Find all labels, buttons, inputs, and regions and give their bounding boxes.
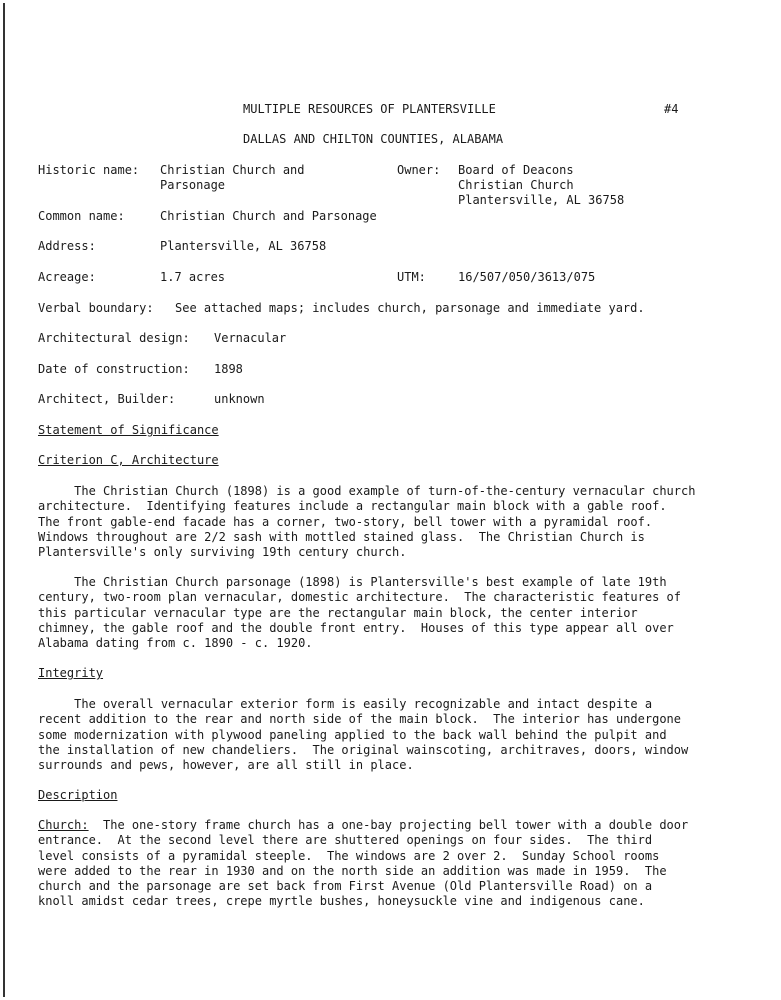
owner-line1: Board of Deacons [458, 163, 574, 177]
verbal-boundary-value: See attached maps; includes church, parsonage and immediate yard. [175, 301, 645, 315]
acreage-label: Acreage: [38, 270, 96, 284]
utm-value: 16/507/050/3613/075 [458, 270, 596, 284]
paragraph-line: century, two-room plan vernacular, domestic architecture. The characteristic features of [38, 590, 681, 605]
paragraph-line: Plantersville's only surviving 19th century church. [38, 545, 407, 560]
document-title: MULTIPLE RESOURCES OF PLANTERSVILLE [243, 102, 496, 116]
document-subtitle: DALLAS AND CHILTON COUNTIES, ALABAMA [243, 132, 504, 146]
historic-name-value-line2: Parsonage [160, 178, 226, 192]
paragraph-line: were added to the rear in 1930 and on the north side an addition was made in 1959. The [38, 863, 667, 878]
address-label: Address: [38, 239, 96, 253]
paragraph-line [38, 818, 738, 833]
paragraph-line: surrounds and pews, however, are all still in place. [38, 758, 414, 773]
scan-border [3, 3, 5, 997]
paragraph-line: The Christian Church (1898) is a good example of turn-of-the-century vernacular church [38, 484, 696, 498]
paragraph-line: level consists of a pyramidal steeple. The windows are 2 over 2. Sunday School rooms [38, 848, 660, 863]
significance-heading: Statement of Significance [38, 423, 219, 437]
historic-name-value-line1: Christian Church and [160, 163, 305, 177]
description-paragraph [38, 818, 738, 910]
paragraph-line: chimney, the gable roof and the double front entry. Houses of this type appear all over [38, 620, 674, 635]
criterion-heading: Criterion C, Architecture [38, 453, 219, 467]
arch-design-label: Architectural design: [38, 331, 190, 345]
criterion-paragraph-2 [38, 575, 738, 651]
integrity-heading: Integrity [38, 666, 104, 680]
paragraph-line: Alabama dating from c. 1890 - c. 1920. [38, 636, 313, 651]
common-name-value: Christian Church and Parsonage [160, 209, 377, 223]
paragraph-line: The overall vernacular exterior form is easily recognizable and intact despite a [38, 697, 653, 711]
document-number: #4 [664, 102, 679, 116]
owner-line2: Christian Church [458, 178, 574, 192]
architect-label: Architect, Builder: [38, 392, 176, 406]
description-heading: Description [38, 788, 118, 802]
paragraph-line: The front gable-end facade has a corner, two-story, bell tower with a pyramidal roof. [38, 514, 653, 529]
common-name-label: Common name: [38, 209, 125, 223]
utm-label: UTM: [397, 270, 426, 284]
paragraph-line: The Christian Church parsonage (1898) is Plantersville's best example of late 19th [38, 575, 667, 589]
owner-label: Owner: [397, 163, 441, 177]
paragraph-line: Windows throughout are 2/2 sash with mottled stained glass. The Christian Church is [38, 529, 645, 544]
paragraph-line: some modernization with plywood paneling applied to the back wall behind the pulpit and [38, 727, 667, 742]
arch-design-value: Vernacular [214, 331, 287, 345]
paragraph-line: architecture. Identifying features include a rectangular main block with a gable roof. [38, 499, 667, 514]
acreage-value: 1.7 acres [160, 270, 226, 284]
paragraph-line: knoll amidst cedar trees, crepe myrtle bushes, honeysuckle vine and indigenous cane. [38, 894, 645, 909]
integrity-paragraph [38, 697, 738, 773]
owner-line3: Plantersville, AL 36758 [458, 193, 625, 207]
church-label: Church: [38, 818, 89, 832]
architect-value: unknown [214, 392, 265, 406]
paragraph-line: this particular vernacular type are the rectangular main block, the center interior [38, 605, 638, 620]
paragraph-line: recent addition to the rear and north side of the main block. The interior has undergone [38, 712, 681, 727]
date-label: Date of construction: [38, 362, 190, 376]
paragraph-line: church and the parsonage are set back from First Avenue (Old Plantersville Road) on a [38, 879, 653, 894]
date-value: 1898 [214, 362, 243, 376]
criterion-paragraph-1 [38, 484, 738, 560]
address-value: Plantersville, AL 36758 [160, 239, 327, 253]
historic-name-label: Historic name: [38, 163, 140, 177]
paragraph-line: the installation of new chandeliers. The original wainscoting, architraves, doors, window [38, 742, 689, 757]
paragraph-line: entrance. At the second level there are shuttered openings on four sides. The third [38, 833, 653, 848]
verbal-boundary-label: Verbal boundary: [38, 301, 154, 315]
paragraph-line-text: The one-story frame church has a one-bay projecting bell tower with a double door [88, 818, 689, 832]
